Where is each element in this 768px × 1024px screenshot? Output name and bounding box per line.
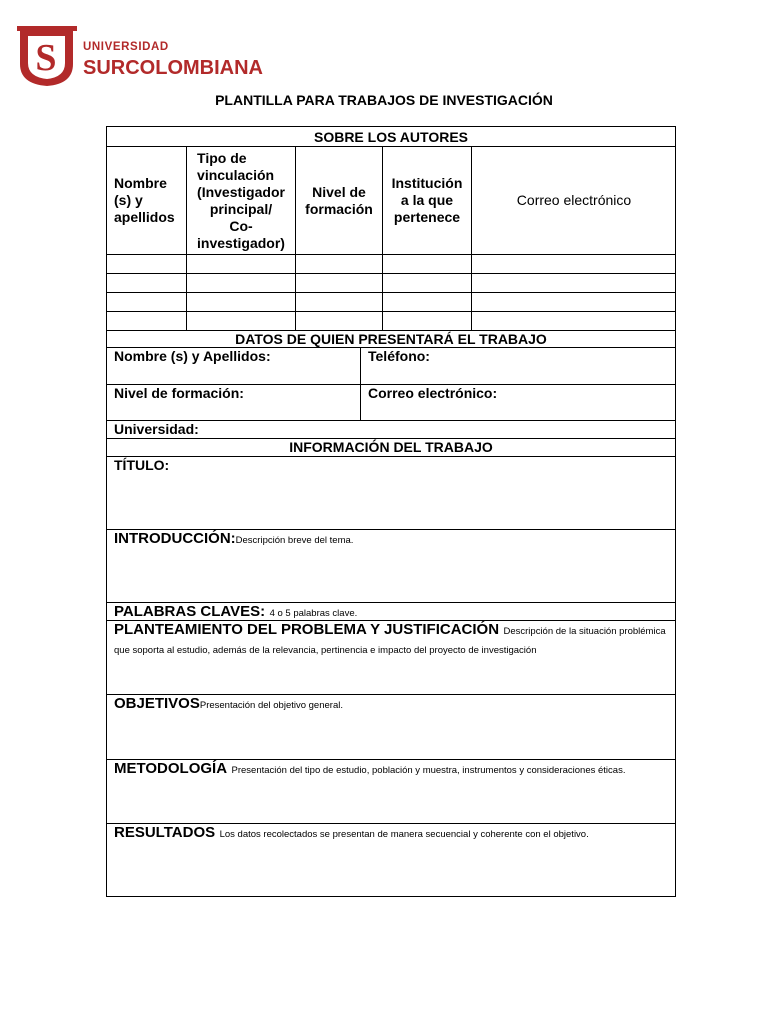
logo-line2: SURCOLOMBIANA (83, 57, 263, 79)
methodology-field[interactable] (114, 760, 669, 823)
titulo-field[interactable]: TÍTULO: (114, 457, 170, 473)
author-row-4[interactable] (107, 312, 675, 330)
col-header-vinculation: Tipo de vinculación (Investigador principal/ Co- investigador) (197, 149, 285, 251)
objectives-desc: Presentación del objetivo general. (199, 700, 343, 711)
keywords-field[interactable] (114, 603, 669, 620)
divider (360, 347, 361, 420)
col-header-name: Nombre (s) y apellidos (114, 175, 175, 225)
presenter-phone-field[interactable]: Teléfono: (368, 348, 430, 364)
problem-field[interactable] (114, 621, 674, 694)
svg-text:S: S (35, 37, 57, 79)
presenter-email-field[interactable]: Correo electrónico: (368, 385, 498, 401)
introduction-label: INTRODUCCIÓN: (114, 530, 236, 547)
presenter-level-field[interactable]: Nivel de formación: (114, 385, 244, 401)
col-header-email: Correo electrónico (516, 192, 632, 208)
introduction-desc: Descripción breve del tema. (235, 535, 354, 546)
objectives-field[interactable] (114, 695, 669, 759)
results-label: RESULTADOS (114, 824, 216, 841)
introduction-field[interactable] (114, 530, 669, 602)
results-field[interactable] (114, 824, 669, 894)
keywords-label: PALABRAS CLAVES: (114, 603, 266, 620)
author-row-1[interactable] (107, 255, 675, 273)
keywords-desc: 4 o 5 palabras clave. (269, 608, 358, 619)
logo-line1: UNIVERSIDAD (83, 41, 169, 53)
results-desc: Los datos recolectados se presentan de manera secuencial y coherente con el objetivo. (219, 829, 589, 840)
author-row-3[interactable] (107, 293, 675, 311)
usco-logo-mark (17, 24, 275, 88)
col-header-institution: Institución a la que pertenece (391, 175, 463, 225)
document-title: PLANTILLA PARA TRABAJOS DE INVESTIGACIÓN (215, 92, 553, 108)
col-header-level: Nivel de formación (305, 183, 373, 217)
presenter-university-field[interactable]: Universidad: (114, 421, 199, 437)
author-row-2[interactable] (107, 274, 675, 292)
authors-section-title: SOBRE LOS AUTORES (313, 129, 469, 145)
methodology-label: METODOLOGÍA (114, 760, 228, 777)
problem-desc-1: Descripción de la situación problémica (503, 626, 666, 637)
presenter-section-title: DATOS DE QUIEN PRESENTARÁ EL TRABAJO (235, 331, 547, 347)
methodology-desc: Presentación del tipo de estudio, población y muestra, instrumentos y consideraciones éticas. (231, 765, 626, 776)
form-table (106, 126, 676, 897)
objectives-label: OBJETIVOS (114, 695, 200, 712)
problem-label: PLANTEAMIENTO DEL PROBLEMA Y JUSTIFICACIÓN (114, 621, 500, 638)
university-logo (17, 24, 275, 88)
problem-desc-2: que soporta al estudio, además de la relevancia, pertinencia e impacto del proyecto de investigación (114, 645, 537, 656)
presenter-name-field[interactable]: Nombre (s) y Apellidos: (114, 348, 271, 364)
work-section-title: INFORMACIÓN DEL TRABAJO (289, 439, 493, 455)
